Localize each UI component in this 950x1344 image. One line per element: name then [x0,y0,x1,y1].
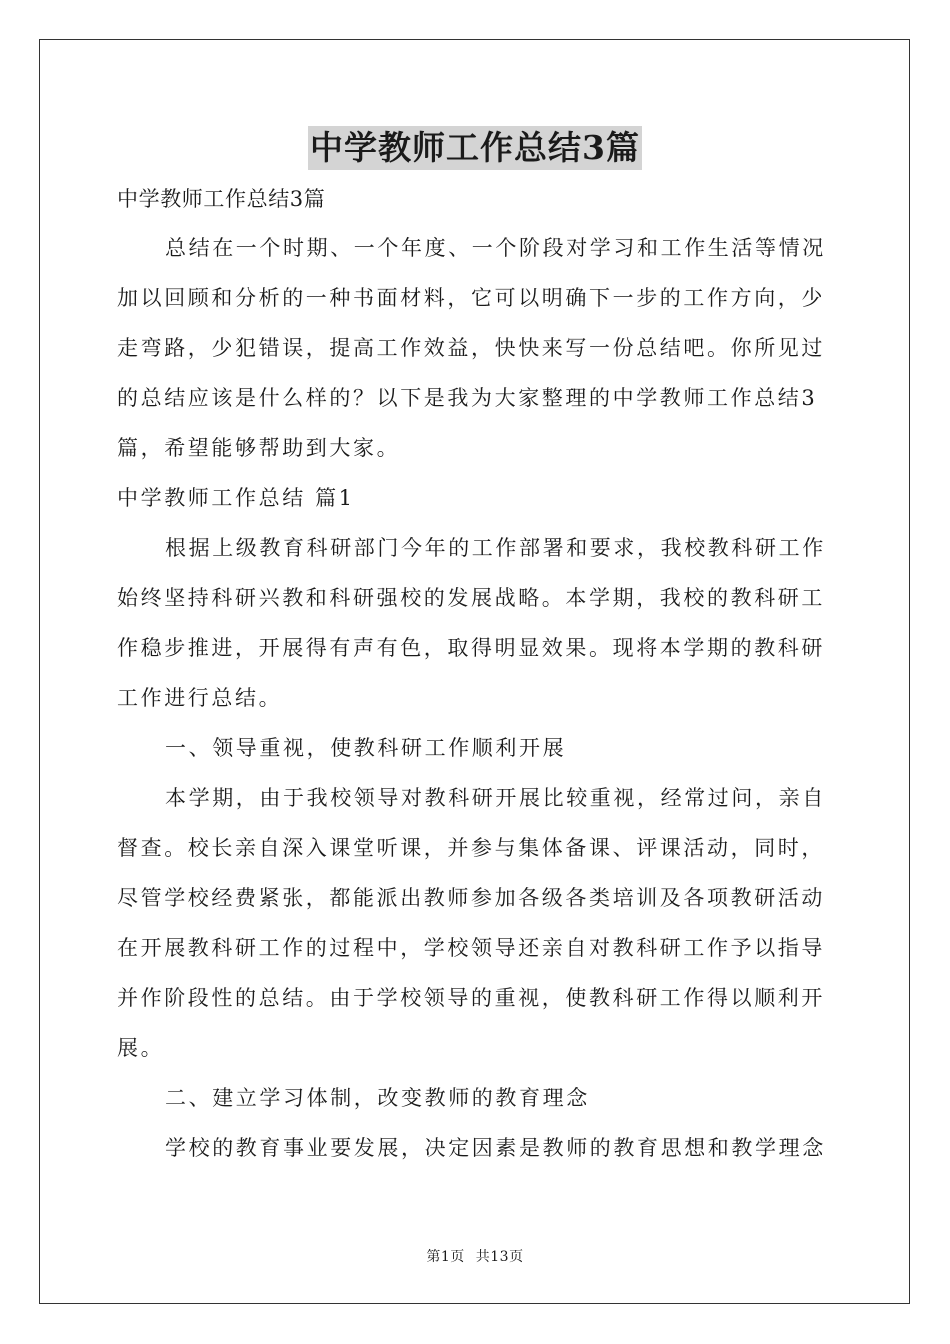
body-line: 展。 [117,1036,165,1060]
document-body [117,176,835,1173]
body-line: 始终坚持科研兴教和科研强校的发展战略。本学期，我校的教科研工 [117,586,825,610]
body-line: 尽管学校经费紧张，都能派出教师参加各级各类培训及各项教研活动 [117,886,825,910]
page-footer [0,1246,950,1266]
body-line: 根据上级教育科研部门今年的工作部署和要求，我校教科研工作 [165,536,826,560]
title-container [0,126,950,170]
body-line: 一、领导重视，使教科研工作顺利开展 [165,736,567,760]
document-title: 中学教师工作总结3篇 [308,126,642,170]
body-line: 本学期，由于我校领导对教科研开展比较重视，经常过问，亲自 [165,786,826,810]
body-line: 督查。校长亲自深入课堂听课，并参与集体备课、评课活动，同时， [117,836,825,860]
body-line: 在开展教科研工作的过程中，学校领导还亲自对教科研工作予以指导 [117,936,825,960]
body-line: 作稳步推进，开展得有声有色，取得明显效果。现将本学期的教科研 [117,636,825,660]
body-line: 的总结应该是什么样的？以下是我为大家整理的中学教师工作总结3 [117,386,818,410]
body-line: 学校的教育事业要发展，决定因素是教师的教育思想和教学理念 [165,1136,826,1160]
document-subtitle: 中学教师工作总结3篇 [117,187,326,211]
page-total: 共13页 [475,1249,524,1265]
body-line: 加以回顾和分析的一种书面材料，它可以明确下一步的工作方向，少 [117,286,825,310]
body-line: 工作进行总结。 [117,686,283,710]
body-line: 二、建立学习体制，改变教师的教育理念 [165,1086,590,1110]
body-line: 走弯路，少犯错误，提高工作效益，快快来写一份总结吧。你所见过 [117,336,825,360]
body-line: 篇，希望能够帮助到大家。 [117,436,401,460]
body-line: 中学教师工作总结 篇1 [117,486,355,510]
body-line: 并作阶段性的总结。由于学校领导的重视，使教科研工作得以顺利开 [117,986,825,1010]
page-number: 第1页 [426,1249,465,1265]
body-line: 总结在一个时期、一个年度、一个阶段对学习和工作生活等情况 [165,236,826,260]
